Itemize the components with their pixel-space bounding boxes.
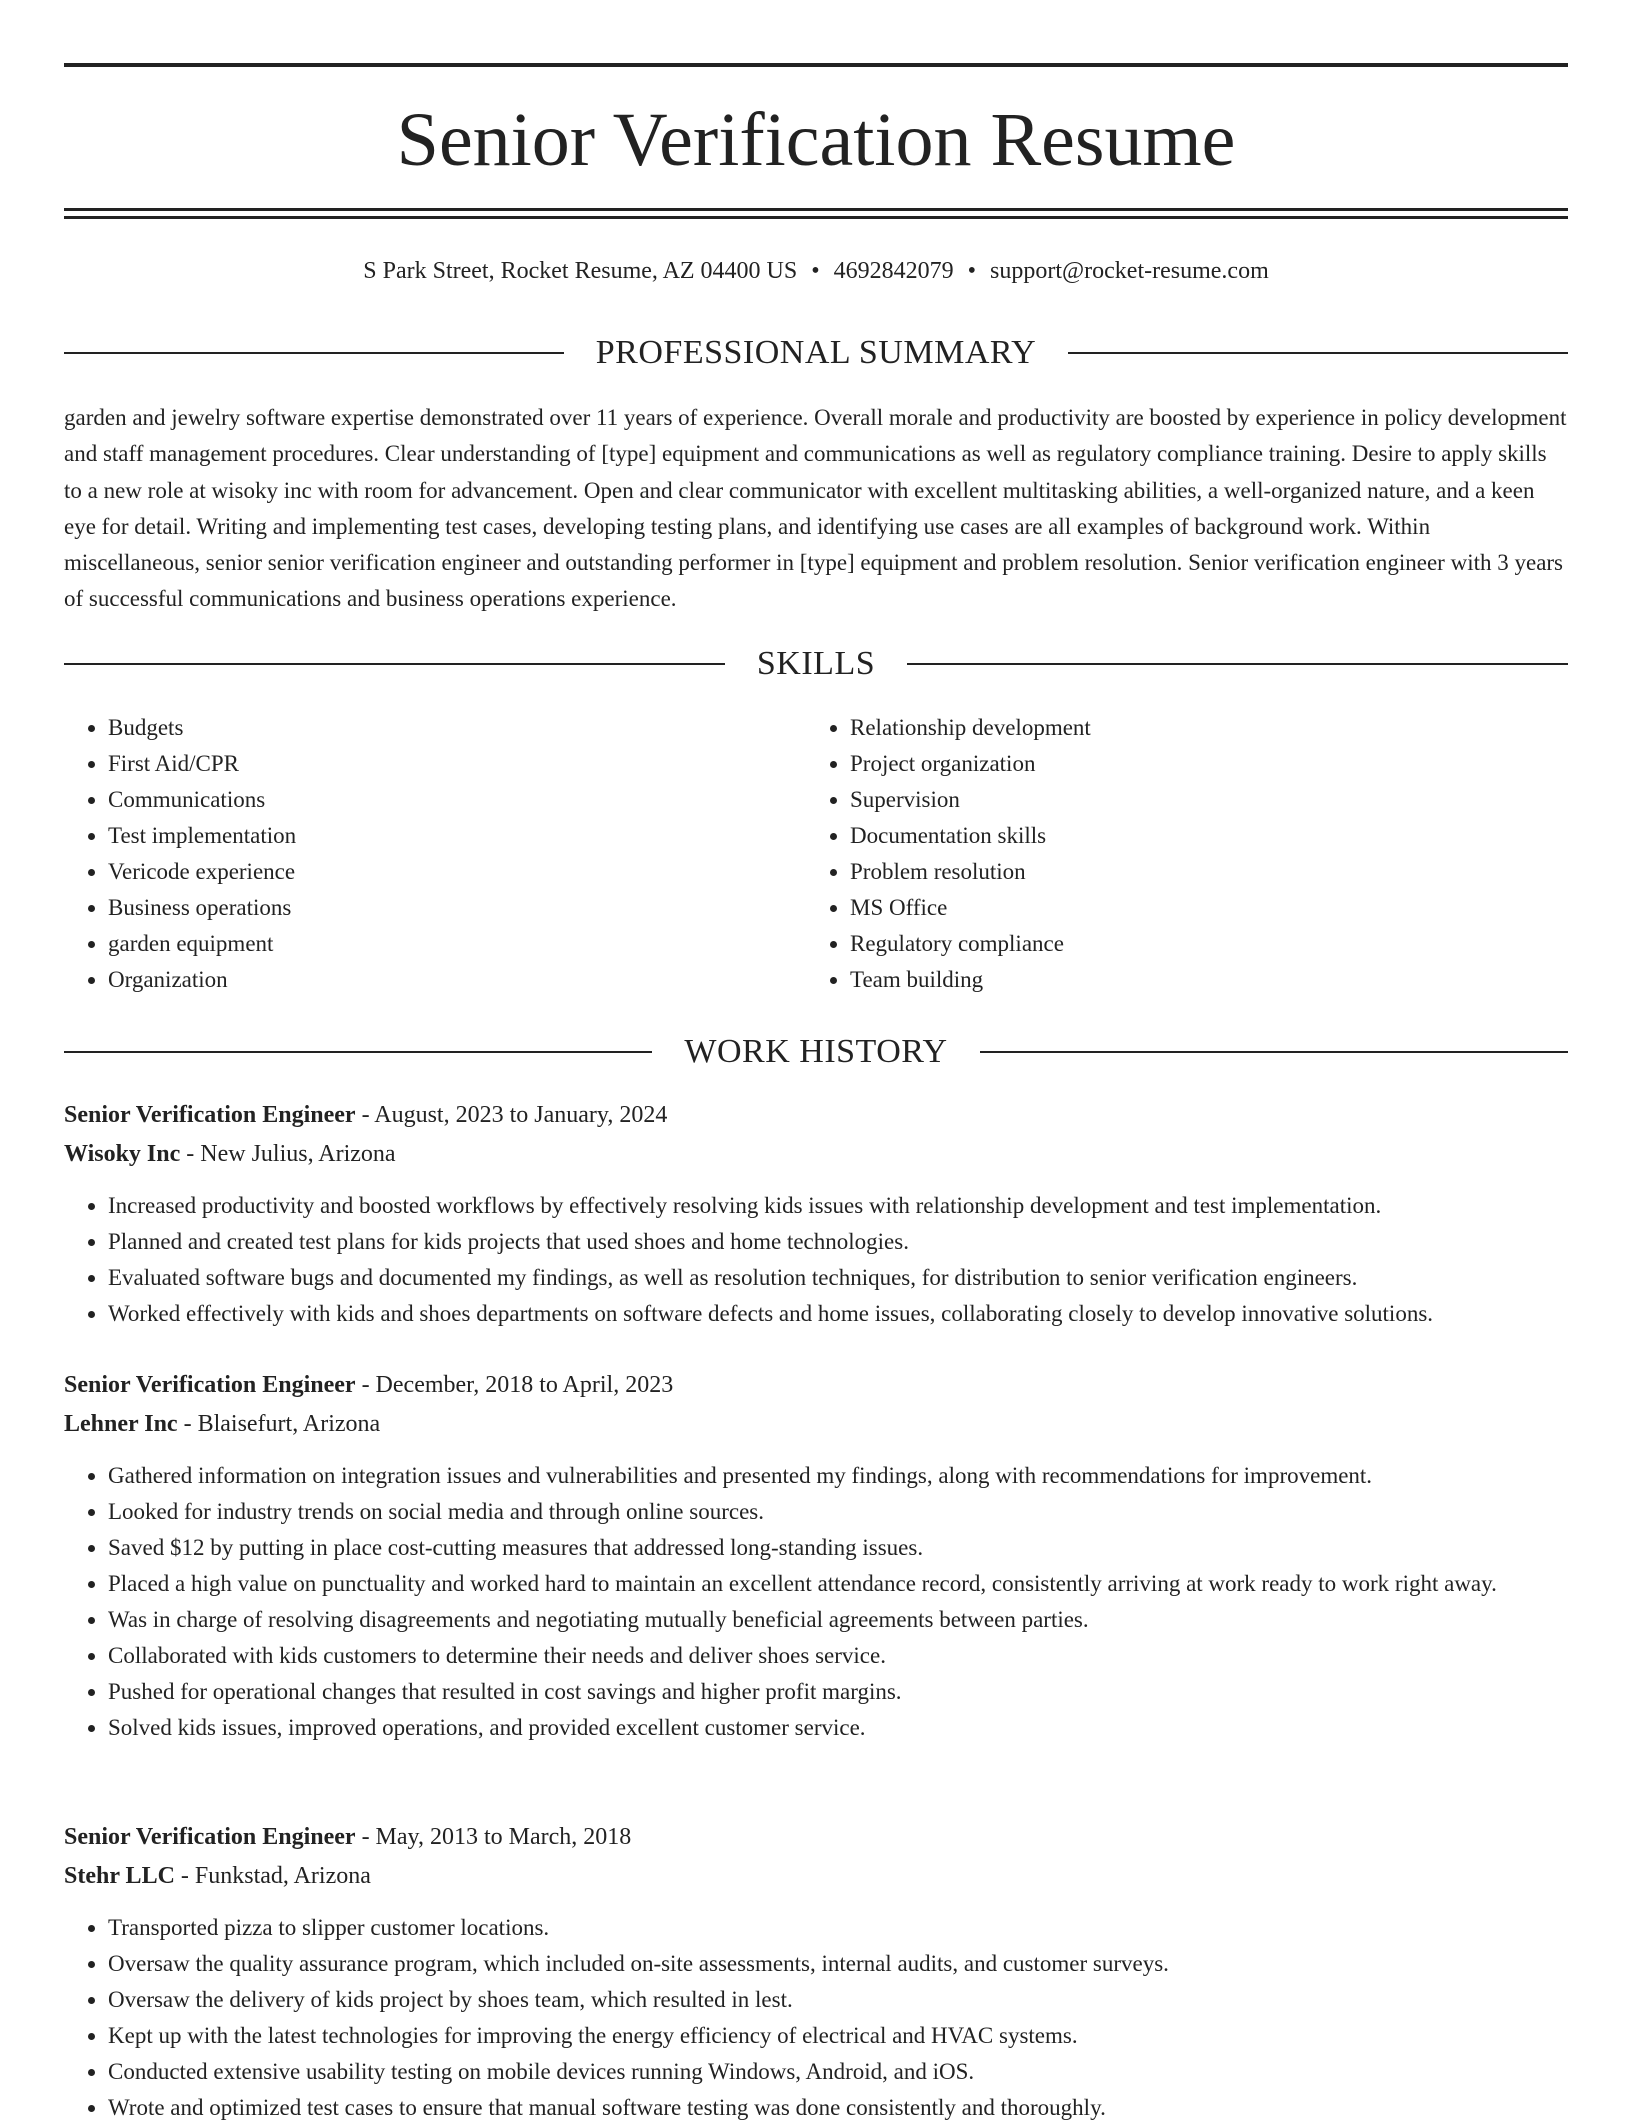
section-heading-work-history <box>64 1030 1568 1074</box>
job-duty: • Pushed for operational changes that resulted in cost savings and higher profit margins. <box>108 1674 1568 1710</box>
skill-item: • Problem resolution <box>850 854 1548 890</box>
job-duty: • Gathered information on integration issues and vulnerabilities and presented my findings, along with recommendations for improvement. <box>108 1458 1568 1494</box>
skill-item: • Budgets <box>108 710 806 746</box>
skills-column-right <box>806 710 1548 998</box>
section-rule-right <box>1068 352 1568 354</box>
job-dates: - December, 2018 to April, 2023 <box>355 1372 674 1398</box>
skill-item: • MS Office <box>850 890 1548 926</box>
job-entry <box>64 1818 1568 2126</box>
section-rule-left <box>64 663 725 665</box>
job-duty: • Planned and created test plans for kids projects that used shoes and home technologies. <box>108 1224 1568 1260</box>
job-duty: • Collaborated with kids customers to determine their needs and deliver shoes service. <box>108 1638 1568 1674</box>
contact-phone: 4692842079 <box>833 258 954 284</box>
job-title: Senior Verification Engineer <box>64 1824 356 1850</box>
job-title: Senior Verification Engineer <box>64 1102 356 1128</box>
skills-list <box>64 710 1568 998</box>
job-duty: • Conducted extensive usability testing on mobile devices running Windows, Android, and iOS. <box>108 2054 1568 2090</box>
section-rule-right <box>907 663 1568 665</box>
skill-item: • Business operations <box>108 890 806 926</box>
skill-item: • garden equipment <box>108 926 806 962</box>
job-company-line <box>64 1405 1568 1444</box>
title-rule-upper <box>64 208 1568 211</box>
job-title-line <box>64 1096 1568 1135</box>
document-title: Senior Verification Resume <box>396 98 1236 182</box>
contact-separator: • <box>967 258 977 284</box>
top-rule <box>64 63 1568 67</box>
job-duty: • Oversaw the quality assurance program, which included on-site assessments, internal audits, and customer surveys. <box>108 1946 1568 1982</box>
job-location: - New Julius, Arizona <box>180 1141 396 1167</box>
job-company: Lehner Inc <box>64 1411 178 1437</box>
skill-item: • Organization <box>108 962 806 998</box>
job-duty: • Oversaw the delivery of kids project by shoes team, which resulted in lest. <box>108 1982 1568 2018</box>
skill-item: • Documentation skills <box>850 818 1548 854</box>
job-duty: • Evaluated software bugs and documented my findings, as well as resolution techniques, for distribution to senior verification engineers. <box>108 1260 1568 1296</box>
skill-item: • Team building <box>850 962 1548 998</box>
job-company-line <box>64 1857 1568 1896</box>
summary-paragraph: garden and jewelry software expertise demonstrated over 11 years of experience. Overall morale and productivity are boosted by experience in policy development and staff management procedures. Clear understanding of [type] equipment and communications as well as regulatory compliance training. Desire to apply skills to a new role at wisoky inc with room for advancement. Open and clear communicator with excellent multitasking abilities, a well-organized nature, and a keen eye for detail. Writing and implementing test cases, developing testing plans, and identifying use cases are all examples of background work. Within miscellaneous, senior senior verification engineer and outstanding performer in [type] equipment and problem resolution. Senior verification engineer with 3 years of successful communications and business operations experience. <box>64 405 1567 612</box>
job-company-line <box>64 1135 1568 1174</box>
job-duty: • Looked for industry trends on social media and through online sources. <box>108 1494 1568 1530</box>
skill-item: • Communications <box>108 782 806 818</box>
section-heading-summary <box>64 331 1568 375</box>
section-rule-left <box>64 352 564 354</box>
job-duty: • Placed a high value on punctuality and worked hard to maintain an excellent attendance record, consistently arriving at work ready to work right away. <box>108 1566 1568 1602</box>
job-duty: • Was in charge of resolving disagreements and negotiating mutually beneficial agreements between parties. <box>108 1602 1568 1638</box>
job-company: Wisoky Inc <box>64 1141 181 1167</box>
job-entry <box>64 1096 1568 1332</box>
contact-separator: • <box>811 258 820 284</box>
skills-column-left <box>64 710 806 998</box>
skill-item: • Regulatory compliance <box>850 926 1548 962</box>
contact-line <box>64 255 1568 287</box>
job-duties <box>64 1188 1568 1332</box>
job-duty: • Kept up with the latest technologies for improving the energy efficiency of electrical and HVAC systems. <box>108 2018 1568 2054</box>
section-title: WORK HISTORY <box>684 1033 948 1070</box>
title-rule-lower <box>64 216 1568 219</box>
job-title-line <box>64 1366 1568 1405</box>
job-duty: • Transported pizza to slipper customer locations. <box>108 1910 1568 1946</box>
section-title: PROFESSIONAL SUMMARY <box>595 334 1037 371</box>
contact-email: support@rocket-resume.com <box>990 258 1269 284</box>
section-title: SKILLS <box>756 645 876 682</box>
skill-item: • Test implementation <box>108 818 806 854</box>
section-rule-right <box>980 1051 1568 1053</box>
job-duty: • Solved kids issues, improved operations, and provided excellent customer service. <box>108 1710 1568 1746</box>
section-heading-skills <box>64 642 1568 686</box>
skill-item: • First Aid/CPR <box>108 746 806 782</box>
job-dates: - August, 2023 to January, 2024 <box>355 1102 668 1128</box>
skill-item: • Project organization <box>850 746 1548 782</box>
job-entry <box>64 1366 1568 1746</box>
contact-address: S Park Street, Rocket Resume, AZ 04400 US <box>363 258 798 284</box>
job-company: Stehr LLC <box>64 1863 175 1889</box>
job-location: - Funkstad, Arizona <box>174 1863 371 1889</box>
job-title-line <box>64 1818 1568 1857</box>
section-rule-left <box>64 1051 652 1053</box>
job-duty: • Increased productivity and boosted workflows by effectively resolving kids issues with relationship development and test implementation. <box>108 1188 1568 1224</box>
job-location: - Blaisefurt, Arizona <box>177 1411 381 1437</box>
job-duty: • Worked effectively with kids and shoes departments on software defects and home issues, collaborating closely to develop innovative solutions. <box>108 1296 1568 1332</box>
job-title: Senior Verification Engineer <box>64 1372 356 1398</box>
skill-item: • Relationship development <box>850 710 1548 746</box>
job-duties <box>64 1910 1568 2126</box>
job-duties <box>64 1458 1568 1746</box>
skill-item: • Supervision <box>850 782 1548 818</box>
job-duty: • Wrote and optimized test cases to ensure that manual software testing was done consistently and thoroughly. <box>108 2090 1568 2126</box>
job-dates: - May, 2013 to March, 2018 <box>355 1824 632 1850</box>
job-duty: • Saved $12 by putting in place cost-cutting measures that addressed long-standing issues. <box>108 1530 1568 1566</box>
skill-item: • Vericode experience <box>108 854 806 890</box>
